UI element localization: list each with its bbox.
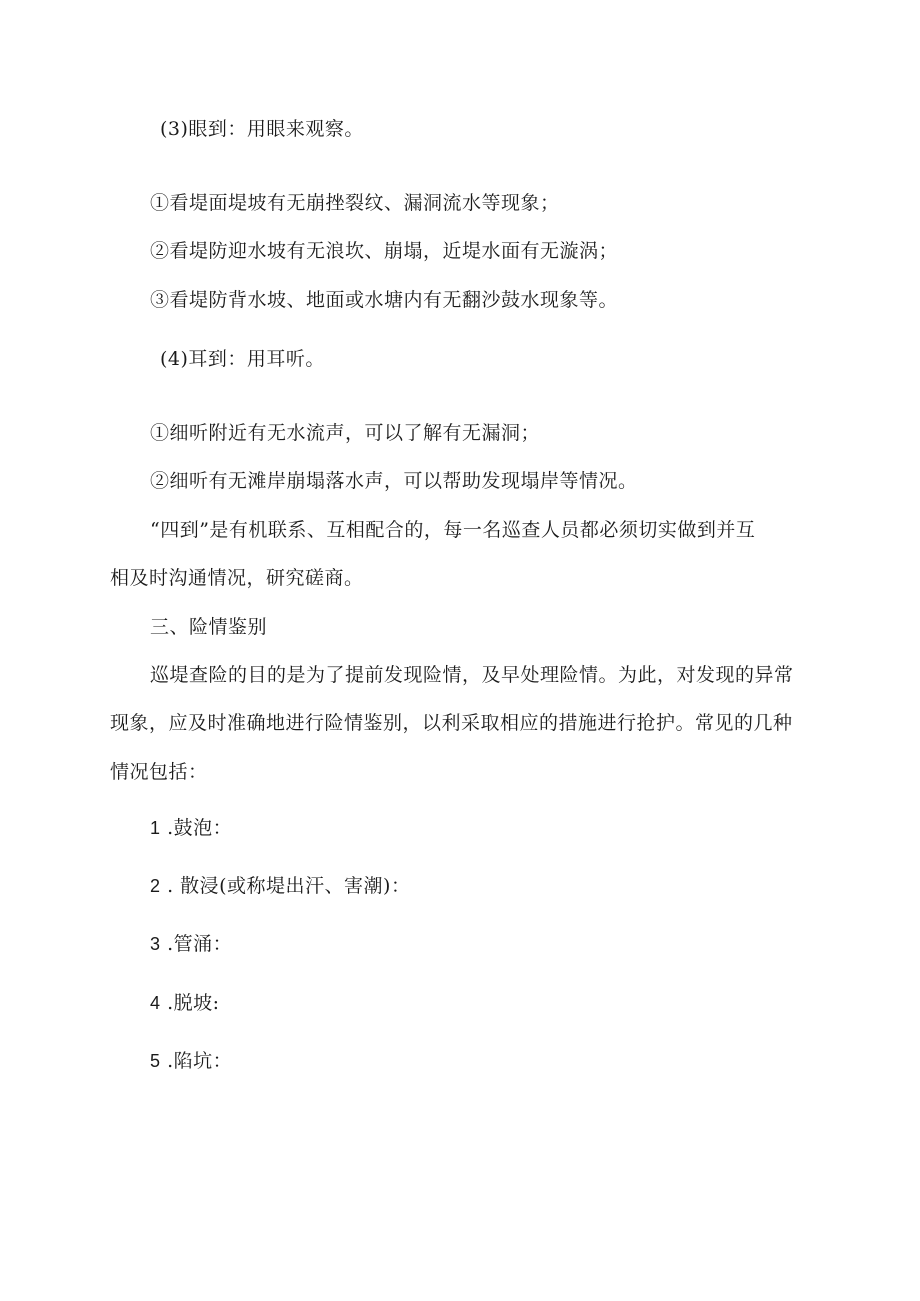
item-number: 5 <box>150 1051 161 1071</box>
item-number: 1 <box>150 818 161 838</box>
summary-line-1: “四到”是有机联系、互相配合的，每一名巡查人员都必须切实做到并互 <box>150 519 756 541</box>
item-text: .脱坡: <box>167 992 220 1014</box>
paragraph-line-2: 现象，应及时准确地进行险情鉴别，以利采取相应的措施进行抢护。常见的几种 <box>110 712 793 734</box>
section-title: 三、险情鉴别 <box>150 616 268 638</box>
item-number: 4 <box>150 993 161 1013</box>
list-item: ①看堤面堤坡有无崩挫裂纹、漏洞流水等现象； <box>150 192 560 214</box>
numbered-item-1 <box>150 815 232 841</box>
item-text: .陷坑： <box>167 1050 233 1072</box>
item-number: 2 <box>150 876 161 896</box>
paragraph-line-3: 情况包括： <box>110 761 208 783</box>
list-item: ②看堤防迎水坡有无浪坎、崩塌，近堤水面有无漩涡； <box>150 240 619 262</box>
heading-ears: (4)耳到：用耳听。 <box>160 348 325 370</box>
item-text: .鼓泡： <box>167 817 233 839</box>
list-item: ②细听有无滩岸崩塌落水声，可以帮助发现塌岸等情况。 <box>150 470 638 492</box>
numbered-item-3 <box>150 931 232 957</box>
list-item: ①细听附近有无水流声，可以了解有无漏洞； <box>150 422 541 444</box>
item-text: .管涌： <box>167 933 233 955</box>
paragraph-line-1: 巡堤查险的目的是为了提前发现险情，及早处理险情。为此，对发现的异常 <box>150 664 794 686</box>
numbered-item-4 <box>150 990 220 1016</box>
heading-eyes: (3)眼到：用眼来观察。 <box>160 118 364 140</box>
summary-line-2: 相及时沟通情况，研究磋商。 <box>110 567 364 589</box>
item-text: . 散浸(或称堤出汗、害潮)： <box>167 875 411 897</box>
numbered-item-5 <box>150 1048 232 1074</box>
item-number: 3 <box>150 934 161 954</box>
numbered-item-2 <box>150 873 410 899</box>
list-item: ③看堤防背水坡、地面或水塘内有无翻沙鼓水现象等。 <box>150 289 619 311</box>
